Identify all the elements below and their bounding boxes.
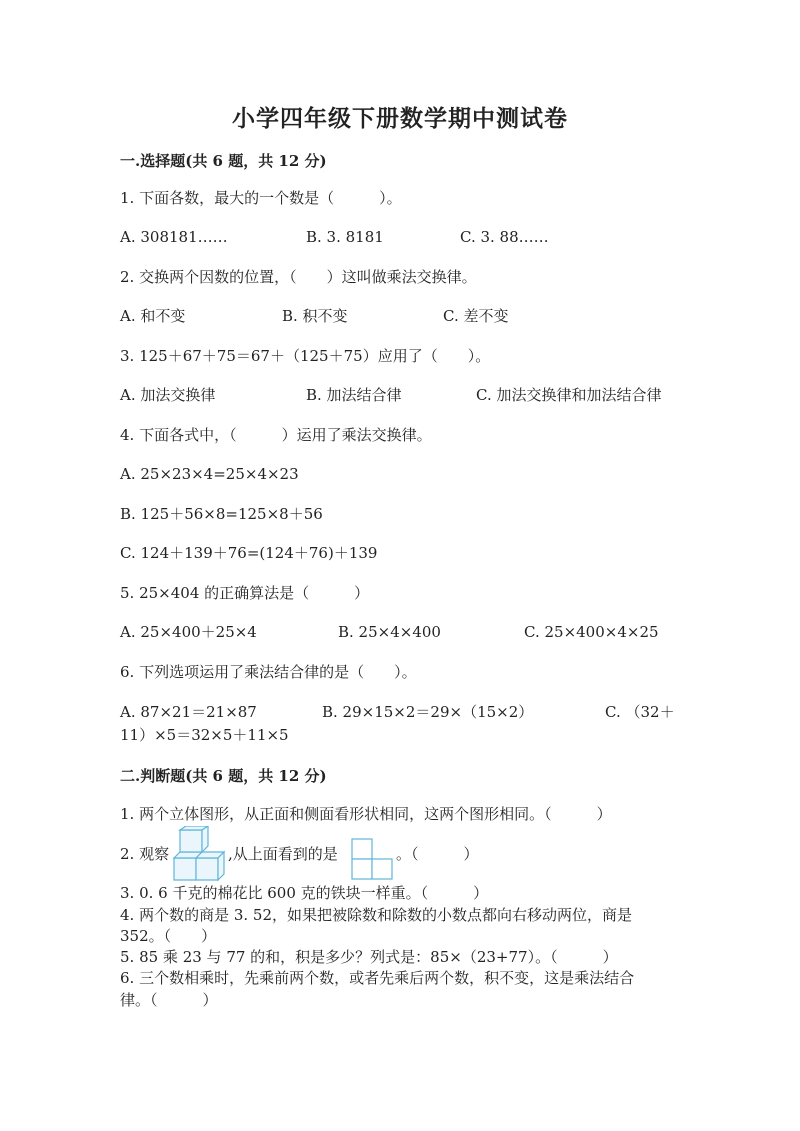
top-view-squares-figure <box>351 838 393 880</box>
q4-option-b: B. 125＋56×8=125×8＋56 <box>120 505 323 523</box>
q6-option-a: A. 87×21＝21×87 <box>120 703 257 721</box>
q2-option-a: A. 和不变 <box>120 307 186 325</box>
q5-option-c: C. 25×400×4×25 <box>524 623 659 641</box>
judge-2-middle: ,从上面看到的是 <box>228 845 338 863</box>
q6-option-c-continued: 11）×5＝32×5＋11×5 <box>120 726 289 744</box>
three-cube-solid-figure <box>172 826 228 882</box>
page-title: 小学四年级下册数学期中测试卷 <box>232 105 568 132</box>
q6-stem: 6. 下列选项运用了乘法结合律的是（ ）。 <box>120 663 417 681</box>
q3-option-a: A. 加法交换律 <box>120 386 216 404</box>
judge-3: 3. 0. 6 千克的棉花比 600 克的铁块一样重。（ ） <box>120 884 489 902</box>
q4-option-c: C. 124＋139＋76=(124＋76)＋139 <box>120 544 378 562</box>
q3-option-c: C. 加法交换律和加法结合律 <box>476 386 662 404</box>
judge-2-suffix: 。（ ） <box>396 845 479 863</box>
q1-option-c: C. 3. 88…… <box>460 228 549 246</box>
q3-stem: 3. 125＋67＋75＝67＋（125＋75）应用了（ ）。 <box>120 347 491 365</box>
judge-5: 5. 85 乘 23 与 77 的和，积是多少？列式是：85×（23+77）。（ ） <box>120 948 618 966</box>
q3-option-b: B. 加法结合律 <box>306 386 402 404</box>
judge-4-line1: 4. 两个数的商是 3. 52，如果把被除数和除数的小数点都向右移动两位，商是 <box>120 906 633 924</box>
q1-option-a: A. 308181…… <box>120 228 228 246</box>
q1-stem: 1. 下面各数，最大的一个数是（ ）。 <box>120 189 402 207</box>
q4-option-a: A. 25×23×4=25×4×23 <box>120 465 299 483</box>
judge-6-line1: 6. 三个数相乘时，先乘前两个数，或者先乘后两个数，积不变，这是乘法结合 <box>120 969 635 987</box>
judge-6-line2: 律。（ ） <box>120 991 218 1009</box>
judge-1: 1. 两个立体图形，从正面和侧面看形状相同，这两个图形相同。（ ） <box>120 805 612 823</box>
q4-stem: 4. 下面各式中，（ ）运用了乘法交换律。 <box>120 426 432 444</box>
q2-stem: 2. 交换两个因数的位置，（ ）这叫做乘法交换律。 <box>120 268 477 286</box>
judge-2-prefix: 2. 观察 <box>120 845 170 863</box>
q5-option-b: B. 25×4×400 <box>338 623 441 641</box>
q5-stem: 5. 25×404 的正确算法是（ ） <box>120 584 370 602</box>
section1-heading: 一.选择题(共 6 题，共 12 分) <box>120 152 327 170</box>
q6-option-c: C. （32＋ <box>605 703 675 721</box>
q2-option-c: C. 差不变 <box>443 307 509 325</box>
judge-4-line2: 352。（ ） <box>120 927 217 945</box>
section2-heading: 二.判断题(共 6 题，共 12 分) <box>120 767 327 785</box>
q1-option-b: B. 3. 8181 <box>306 228 384 246</box>
q5-option-a: A. 25×400＋25×4 <box>120 623 257 641</box>
q2-option-b: B. 积不变 <box>282 307 348 325</box>
q6-option-b: B. 29×15×2＝29×（15×2） <box>322 703 534 721</box>
